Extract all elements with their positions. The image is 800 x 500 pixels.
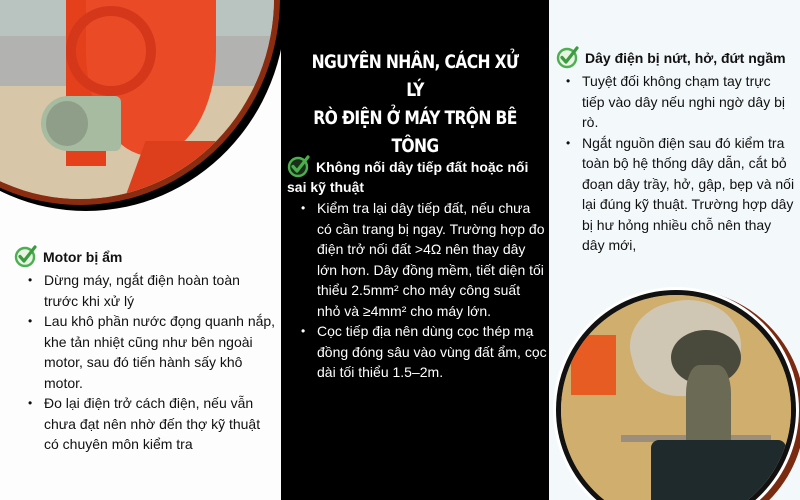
list-item: • Cọc tiếp địa nên dùng cọc thép mạ đồng đóng sâu vào vùng đất ẩm, cọc dài tối thiểu 1.5–2m. <box>301 321 547 383</box>
bullet-list <box>14 270 276 455</box>
bullet-list <box>287 198 547 383</box>
title-line-2: RÒ ĐIỆN Ở MÁY TRỘN BÊ TÔNG <box>313 107 517 157</box>
list-item: • Kiểm tra lại dây tiếp đất, nếu chưa có cần trang bị ngay. Trường hợp đo điện trở nối đất >4Ω nên thay dây lớn hơn. Dây đồng mềm, tiết diện tối thiểu 2.5mm² cho máy công suất nhỏ và ≥4mm² cho máy lớn. <box>301 198 547 321</box>
mixer-pouring-concrete-photo <box>556 290 796 500</box>
list-item: • Đo lại điện trở cách điện, nếu vẫn chưa đạt nên nhờ đến thợ kỹ thuật có chuyên môn kiểm tra <box>28 393 276 455</box>
section-title: Motor bị ẩm <box>14 244 276 268</box>
section-damaged-wires <box>556 45 796 256</box>
list-item: • Tuyệt đối không chạm tay trực tiếp vào dây nếu nghi ngờ dây bị rò. <box>566 71 796 133</box>
title-line-1: NGUYÊN NHÂN, CÁCH XỬ LÝ <box>311 51 519 101</box>
list-item: • Lau khô phần nước đọng quanh nắp, khe tản nhiệt cũng như bên ngoài motor, sau đó tiến hành sấy khô motor. <box>28 311 276 393</box>
check-circle-icon <box>287 154 311 178</box>
check-circle-icon <box>556 45 580 69</box>
orange-concrete-mixer-photo <box>0 0 280 205</box>
list-item: • Ngắt nguồn điện sau đó kiểm tra toàn bộ hệ thống dây dẫn, cắt bỏ đoạn dây trầy, hở, gập, bẹp và nối lại đúng kỹ thuật. Trường hợp dây bị hư hỏng nhiều chỗ nên thay dây mới, <box>566 133 796 256</box>
section-title: Dây điện bị nứt, hở, đứt ngầm <box>556 45 796 69</box>
section-motor-damp <box>14 244 276 455</box>
section-grounding <box>287 154 547 383</box>
list-item: • Dừng máy, ngắt điện hoàn toàn trước khi xử lý <box>28 270 276 311</box>
page-title <box>309 48 521 160</box>
check-circle-icon <box>14 244 38 268</box>
bullet-list <box>556 71 796 256</box>
section-title: Không nối dây tiếp đất hoặc nối sai kỹ thuật <box>287 154 547 196</box>
